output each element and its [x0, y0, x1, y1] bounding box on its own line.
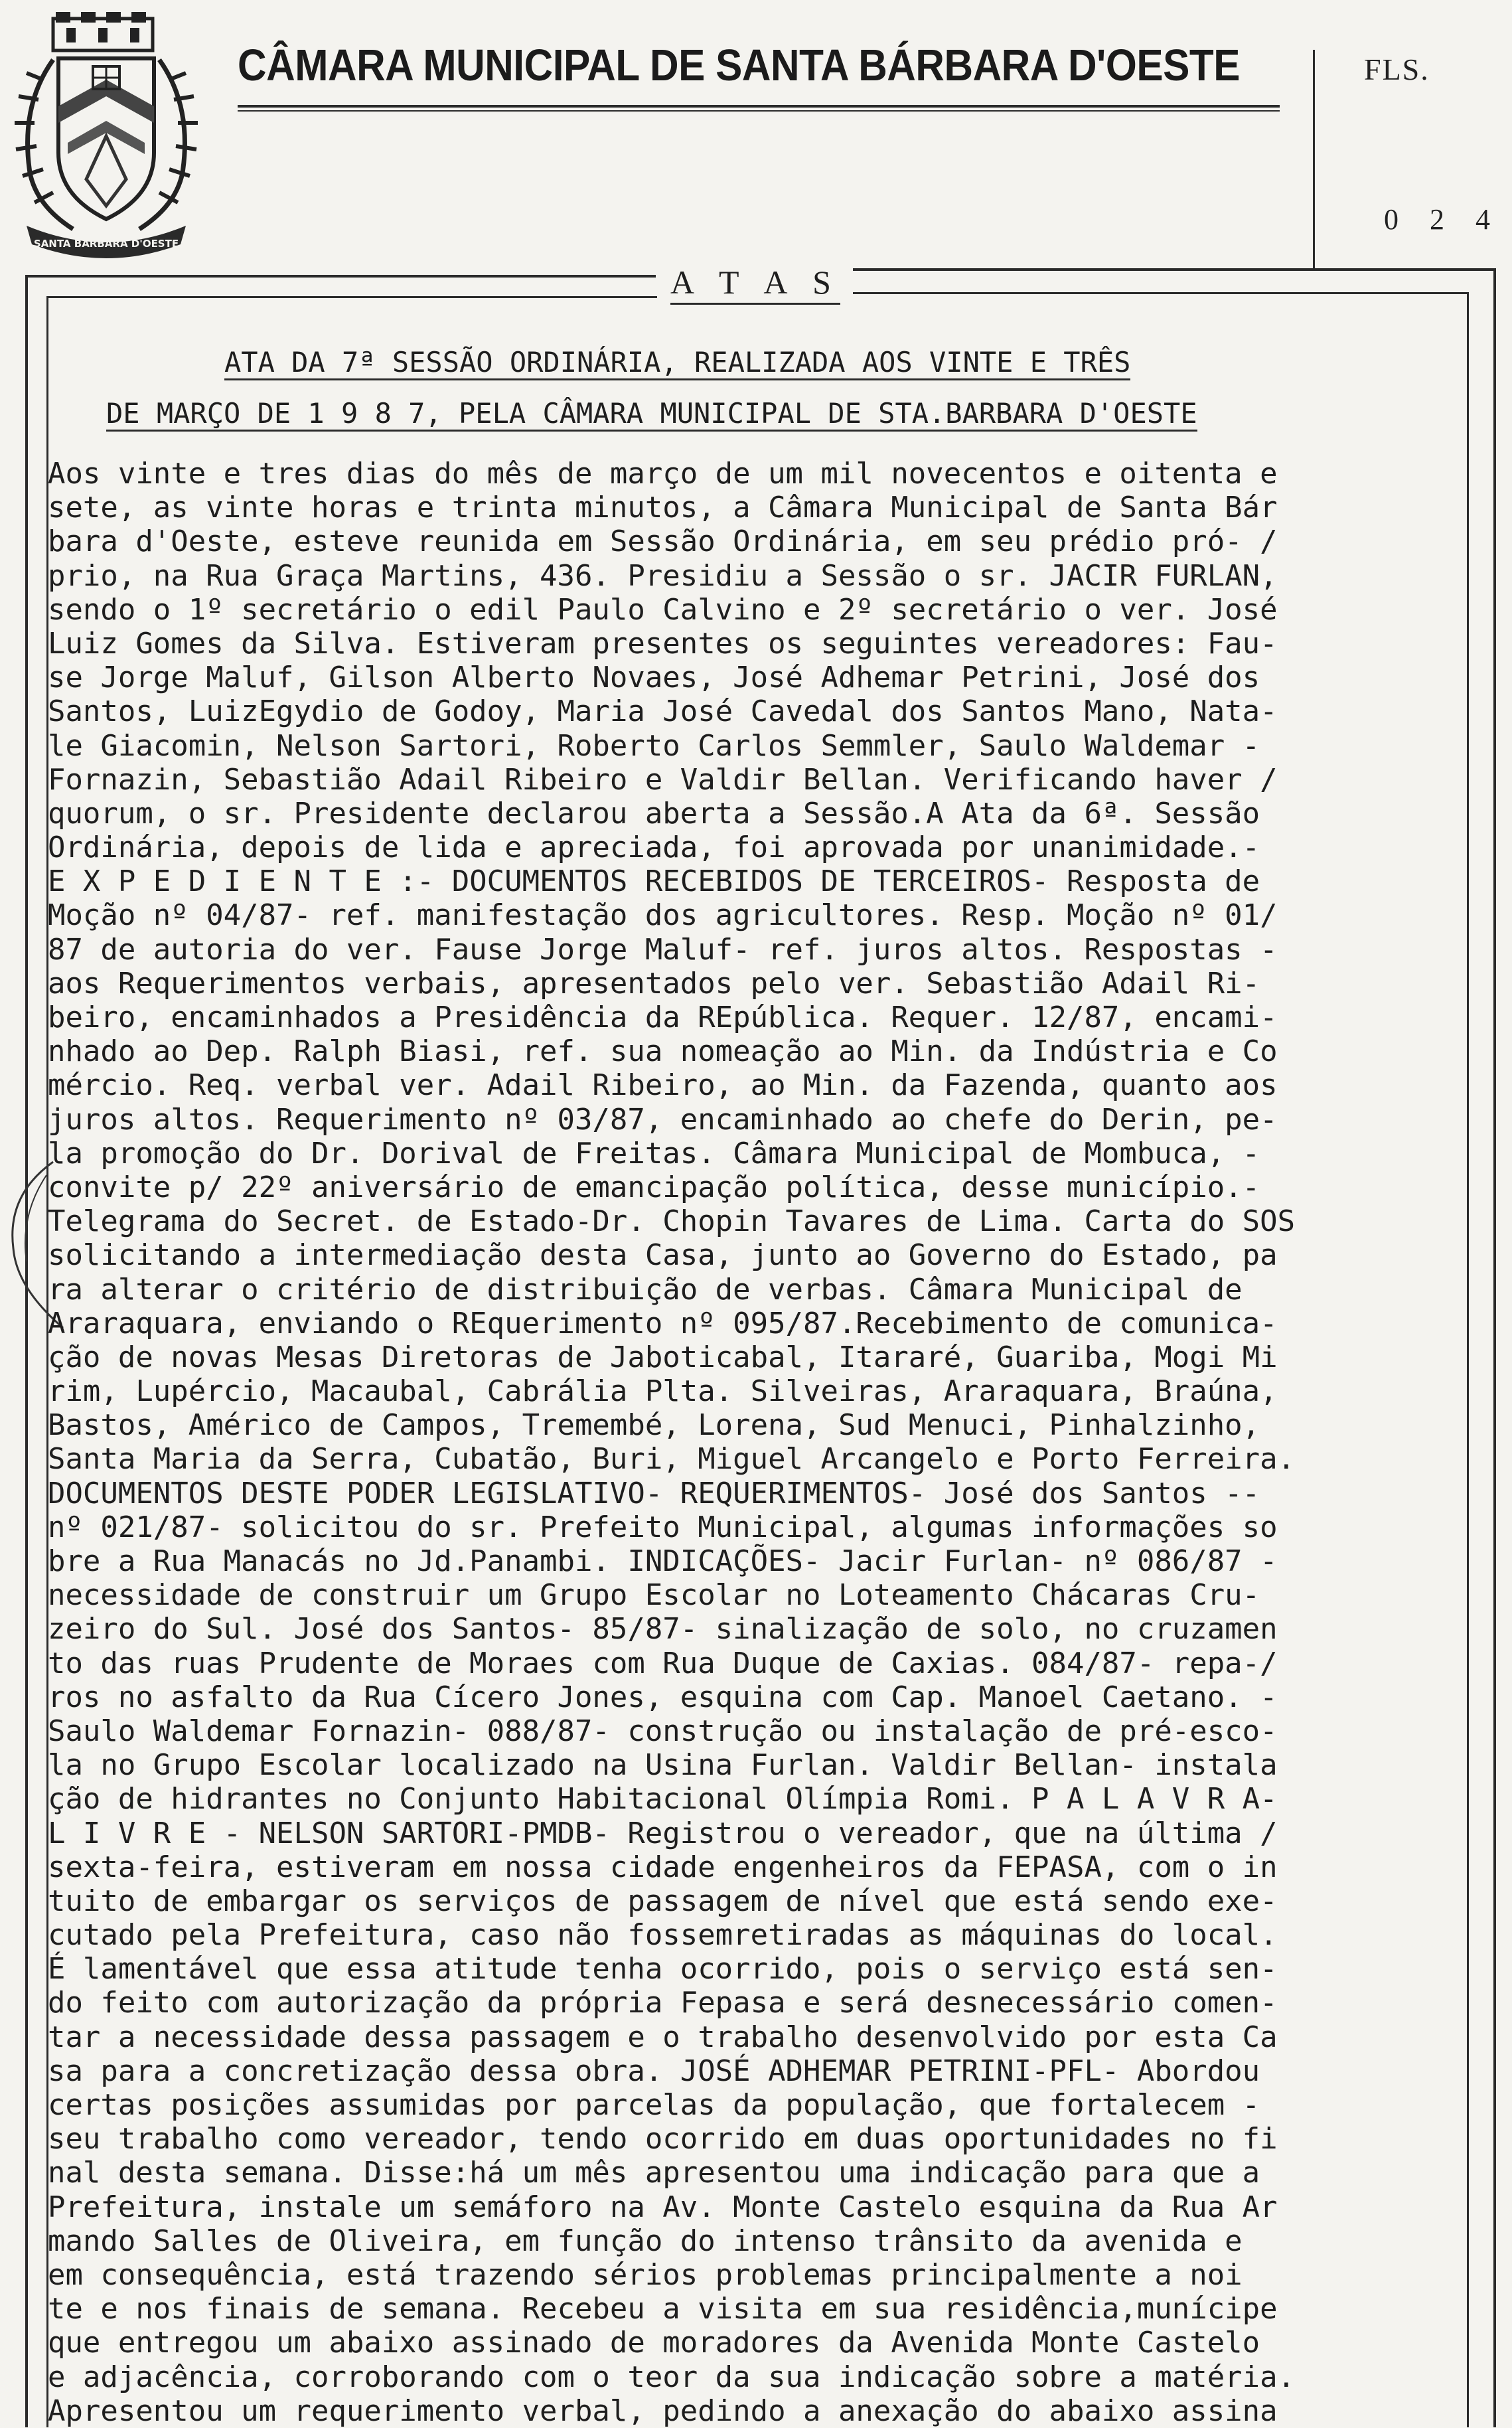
minutes-line: sete, as vinte horas e trinta minutos, a Câmara Municipal de Santa Bár — [48, 491, 1278, 525]
minutes-line: seu trabalho como vereador, tendo ocorrido em duas oportunidades no fi — [48, 2122, 1278, 2156]
minutes-line: ros no asfalto da Rua Cícero Jones, esquina com Cap. Manoel Caetano. - — [48, 1680, 1278, 1714]
minutes-line: 87 de autoria do ver. Fause Jorge Maluf- ref. juros altos. Respostas - — [48, 932, 1278, 967]
title-underline — [238, 105, 1280, 108]
minutes-line: ra alterar o critério de distribuição de verbas. Câmara Municipal de — [48, 1272, 1243, 1307]
minutes-line: juros altos. Requerimento nº 03/87, encaminhado ao chefe do Derin, pe- — [48, 1102, 1278, 1137]
minutes-line: se Jorge Maluf, Gilson Alberto Novaes, José Adhemar Petrini, José dos — [48, 661, 1260, 695]
minutes-line: solicitando a intermediação desta Casa, junto ao Governo do Estado, pa — [48, 1238, 1278, 1273]
minutes-line: em consequência, está trazendo sérios problemas principalmente a noi — [48, 2257, 1243, 2292]
minutes-line: tuito de embargar os serviços de passagem de nível que está sendo exe- — [48, 1884, 1278, 1918]
frame-inner-top-right — [853, 292, 1469, 294]
minutes-heading-line-2: DE MARÇO DE 1 9 8 7, PELA CÂMARA MUNICIPAL DE STA.BARBARA D'OESTE — [106, 398, 1197, 432]
minutes-line: sendo o 1º secretário o edil Paulo Calvino e 2º secretário o ver. José — [48, 592, 1278, 627]
title-underline-thin — [238, 110, 1280, 112]
fls-label: FLS. — [1364, 52, 1430, 86]
minutes-line: do feito com autorização da própria Fepasa e será desnecessário comen- — [48, 1986, 1278, 2020]
frame-right-border — [1493, 268, 1496, 2427]
minutes-line: Santa Maria da Serra, Cubatão, Buri, Miguel Arcangelo e Porto Ferreira. — [48, 1442, 1296, 1477]
minutes-line: Bastos, Américo de Campos, Tremembé, Lorena, Sud Menuci, Pinhalzinho, — [48, 1408, 1260, 1443]
minutes-line: le Giacomin, Nelson Sartori, Roberto Carlos Semmler, Saulo Waldemar - — [48, 728, 1260, 763]
minutes-line: la promoção do Dr. Dorival de Freitas. Câmara Municipal de Mombuca, - — [48, 1136, 1260, 1171]
minutes-line: nhado ao Dep. Ralph Biasi, ref. sua nomeação ao Min. da Indústria e Co — [48, 1034, 1278, 1069]
minutes-line: to das ruas Prudente de Moraes com Rua Duque de Caxias. 084/87- repa-/ — [48, 1646, 1278, 1680]
minutes-line: mando Salles de Oliveira, em função do intenso trânsito da avenida e — [48, 2224, 1243, 2258]
minutes-line: Araraquara, enviando o REquerimento nº 095/87.Recebimento de comunica- — [48, 1306, 1278, 1340]
minutes-line: necessidade de construir um Grupo Escolar no Loteamento Chácaras Cru- — [48, 1578, 1260, 1613]
minutes-line: que entregou um abaixo assinado de moradores da Avenida Monte Castelo — [48, 2326, 1260, 2360]
folio-divider — [1313, 50, 1315, 269]
minutes-line: É lamentável que essa atitude tenha ocorrido, pois o serviço está sen- — [48, 1952, 1278, 1986]
minutes-line: Santos, LuizEgydio de Godoy, Maria José Cavedal dos Santos Mano, Nata- — [48, 694, 1278, 729]
minutes-line: mércio. Req. verbal ver. Adail Ribeiro, ao Min. da Fazenda, quanto aos — [48, 1068, 1278, 1103]
folio-number: 0 2 4 — [1384, 203, 1502, 236]
minutes-line: te e nos finais de semana. Recebeu a visita em sua residência,munícipe — [48, 2292, 1278, 2326]
minutes-line: ção de hidrantes no Conjunto Habitacional Olímpia Romi. P A L A V R A- — [48, 1782, 1278, 1817]
minutes-body-text — [48, 457, 1462, 2428]
minutes-heading-line-1: ATA DA 7ª SESSÃO ORDINÁRIA, REALIZADA AOS VINTE E TRÊS — [224, 347, 1130, 380]
minutes-line: sexta-feira, estiveram em nossa cidade engenheiros da FEPASA, com o in — [48, 1850, 1278, 1884]
minutes-line: nº 021/87- solicitou do sr. Prefeito Municipal, algumas informações so — [48, 1510, 1278, 1544]
minutes-line: Fornazin, Sebastião Adail Ribeiro e Valdir Bellan. Verificando haver / — [48, 762, 1278, 797]
minutes-line: Aos vinte e tres dias do mês de março de um mil novecentos e oitenta e — [48, 457, 1278, 491]
minutes-line: DOCUMENTOS DESTE PODER LEGISLATIVO- REQUERIMENTOS- José dos Santos -- — [48, 1476, 1260, 1510]
minutes-line: bara d'Oeste, esteve reunida em Sessão Ordinária, em seu prédio pró- / — [48, 525, 1278, 559]
municipal-crest-logo — [7, 7, 206, 262]
frame-top-left — [25, 275, 656, 278]
section-label: A T A S — [670, 263, 840, 305]
frame-inner-top-left — [46, 296, 657, 298]
frame-inner-right-border — [1467, 292, 1469, 2427]
minutes-line: aos Requerimentos verbais, apresentados pelo ver. Sebastião Adail Ri- — [48, 966, 1260, 1001]
minutes-line: Prefeitura, instale um semáforo na Av. Monte Castelo esquina da Rua Ar — [48, 2190, 1278, 2224]
minutes-line: convite p/ 22º aniversário de emancipação política, desse município.- — [48, 1170, 1260, 1204]
minutes-line: Apresentou um requerimento verbal, pedindo a anexação do abaixo assina — [48, 2393, 1278, 2428]
minutes-line: Saulo Waldemar Fornazin- 088/87- construção ou instalação de pré-esco- — [48, 1714, 1278, 1748]
minutes-line: beiro, encaminhados a Presidência da REpública. Requer. 12/87, encami- — [48, 1001, 1278, 1034]
minutes-line: Moção nº 04/87- ref. manifestação dos agricultores. Resp. Moção nº 01/ — [48, 898, 1278, 933]
minutes-line: certas posições assumidas por parcelas da população, que fortalecem - — [48, 2088, 1260, 2122]
minutes-line: sa para a concretização dessa obra. JOSÉ ADHEMAR PETRINI-PFL- Abordou — [48, 2054, 1260, 2088]
minutes-line: nal desta semana. Disse:há um mês apresentou uma indicação para que a — [48, 2156, 1260, 2190]
minutes-line: la no Grupo Escolar localizado na Usina Furlan. Valdir Bellan- instala — [48, 1748, 1278, 1783]
minutes-line: E X P E D I E N T E :- DOCUMENTOS RECEBIDOS DE TERCEIROS- Resposta de — [48, 864, 1260, 899]
minutes-line: Telegrama do Secret. de Estado-Dr. Chopin Tavares de Lima. Carta do SOS — [48, 1204, 1296, 1239]
minutes-line: L I V R E - NELSON SARTORI-PMDB- Registrou o vereador, que na última / — [48, 1816, 1278, 1850]
minutes-line: bre a Rua Manacás no Jd.Panambi. INDICAÇÕES- Jacir Furlan- nº 086/87 - — [48, 1544, 1278, 1578]
minutes-line: Luiz Gomes da Silva. Estiveram presentes os seguintes vereadores: Fau- — [48, 626, 1278, 661]
minutes-line: tar a necessidade dessa passagem e o trabalho desenvolvido por esta Ca — [48, 2020, 1278, 2054]
minutes-line: prio, na Rua Graça Martins, 436. Presidiu a Sessão o sr. JACIR FURLAN, — [48, 558, 1278, 593]
minutes-line: cutado pela Prefeitura, caso não fossemretiradas as máquinas do local. — [48, 1918, 1278, 1953]
minutes-line: rim, Lupércio, Macaubal, Cabrália Plta. Silveiras, Araraquara, Braúna, — [48, 1374, 1278, 1409]
frame-top-right — [853, 268, 1495, 271]
crest-ribbon-text: SANTA BARBARA D'OESTE — [33, 238, 179, 250]
minutes-line: e adjacência, corroborando com o teor da sua indicação sobre a matéria. — [48, 2360, 1296, 2394]
institution-title: CÂMARA MUNICIPAL DE SANTA BÁRBARA D'OESTE — [238, 40, 1241, 90]
minutes-line: quorum, o sr. Presidente declarou aberta a Sessão.A Ata da 6ª. Sessão — [48, 796, 1260, 831]
minutes-line: zeiro do Sul. José dos Santos- 85/87- sinalização de solo, no cruzamen — [48, 1612, 1278, 1647]
minutes-line: Ordinária, depois de lida e apreciada, foi aprovada por unanimidade.- — [48, 831, 1260, 865]
minutes-line: ção de novas Mesas Diretoras de Jaboticabal, Itararé, Guariba, Mogi Mi — [48, 1340, 1278, 1374]
